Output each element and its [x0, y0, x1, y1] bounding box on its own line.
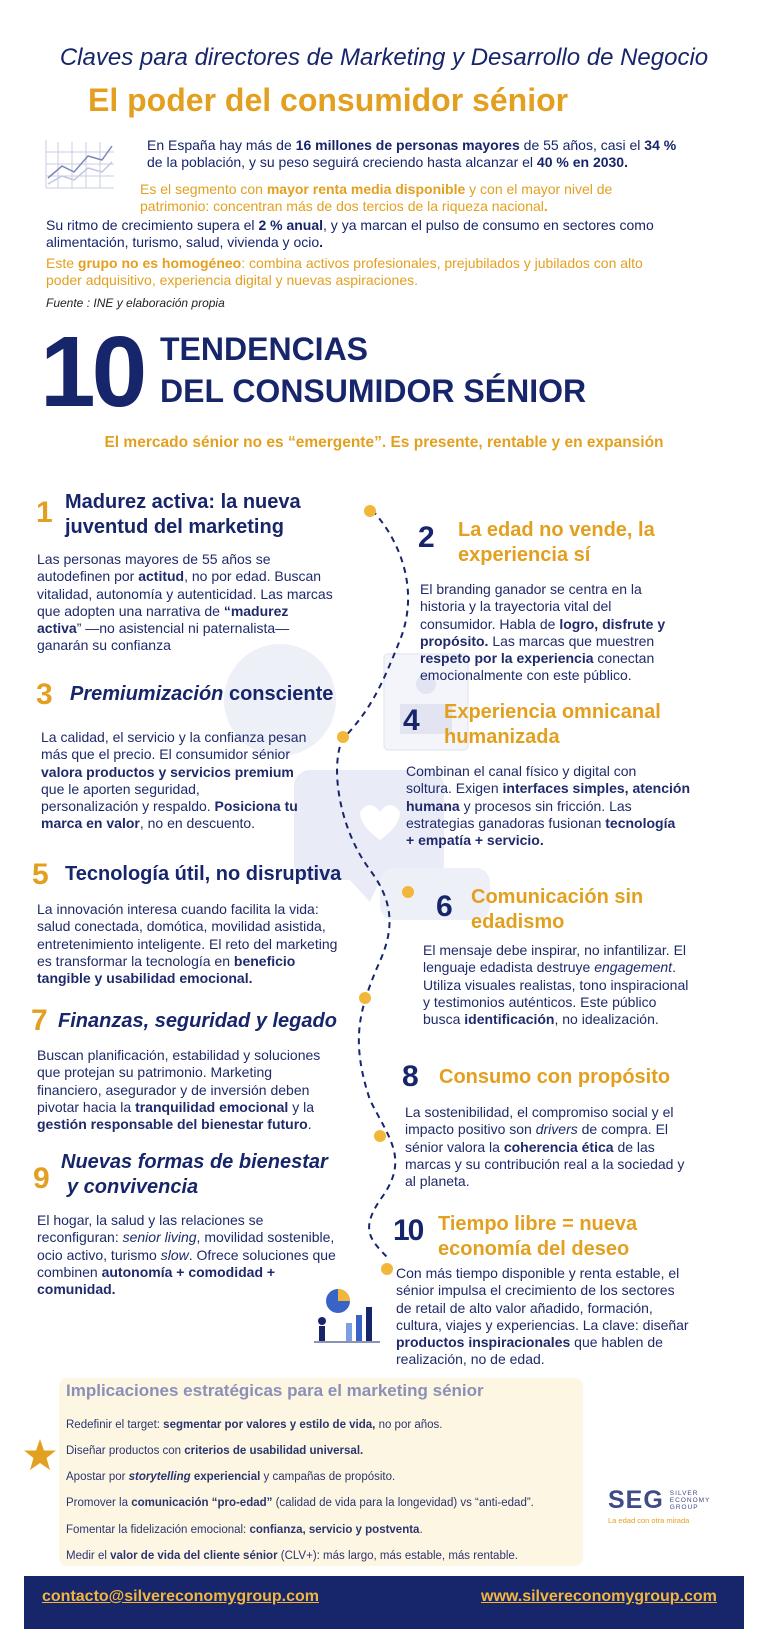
- trend-text: Las personas mayores de 55 años se autodefinen por actitud, no por edad. Buscan vitalidad, autonomía y autenticidad. Las marcas que adopten una narrativa de “madurez activa” —no asistencial ni paternalista— ganarán su confianza: [37, 551, 333, 654]
- business-chart-illustration: [312, 1285, 382, 1345]
- trend-text: Buscan planificación, estabilidad y soluciones que protejan su patrimonio. Marketing financiero, asegurador y de inversión deben pivotar hacia la tranquilidad emocional y la gestión responsable del bienestar futuro.: [37, 1047, 321, 1133]
- website-link[interactable]: www.silvereconomygroup.com: [481, 1588, 717, 1605]
- trend-number: 2: [418, 521, 435, 554]
- trend-number: 10: [393, 1214, 423, 1247]
- trend-text: La calidad, el servicio y la confianza pesan más que el precio. El consumidor sénior valora productos y servicios premium que le aporten seguridad, personalización y respaldo. Posiciona tu marca en valor, no en descuento.: [41, 729, 307, 832]
- trends-heading: TENDENCIAS DEL CONSUMIDOR SÉNIOR: [160, 331, 587, 409]
- implications-title: Implicaciones estratégicas para el marketing sénior: [66, 1381, 484, 1400]
- trend-title: Tecnología útil, no disruptiva: [65, 863, 342, 885]
- logo-wordmark: SILVER ECONOMY GROUP: [669, 1490, 711, 1511]
- trend-number: 8: [402, 1060, 419, 1093]
- timeline-dot: [364, 505, 376, 517]
- trend-title: Premiumización consciente: [70, 683, 334, 705]
- tagline: El mercado sénior no es “emergente”. Es presente, rentable y en expansión: [104, 434, 664, 451]
- trend-title: Comunicación sin edadismo: [471, 886, 644, 933]
- timeline-dot: [381, 1263, 393, 1275]
- implication-item: Diseñar productos con criterios de usabilidad universal.: [66, 1445, 364, 1457]
- logo-mark: SEG: [608, 1486, 664, 1514]
- trend-title: Consumo con propósito: [439, 1066, 671, 1088]
- trend-number: 4: [403, 704, 420, 737]
- trend-title: Finanzas, seguridad y legado: [58, 1010, 337, 1032]
- big-number-10: 10: [40, 316, 144, 428]
- company-logo: [608, 1486, 710, 1525]
- implication-item: Fomentar la fidelización emocional: confianza, servicio y postventa.: [66, 1524, 423, 1536]
- page-title: El poder del consumidor sénior: [88, 82, 569, 118]
- trend-title: Madurez activa: la nueva juventud del marketing: [65, 491, 301, 538]
- timeline-dot: [402, 886, 414, 898]
- trend-text: El mensaje debe inspirar, no infantilizar. El lenguaje edadista destruye engagement. Utiliza visuales realistas, tono inspiracional y testimonios auténticos. Este público busca identificación, no idealización.: [423, 942, 689, 1028]
- implication-item: Redefinir el target: segmentar por valores y estilo de vida, no por años.: [66, 1419, 443, 1431]
- trend-number: 1: [36, 496, 53, 529]
- intro-paragraph-3: Su ritmo de crecimiento supera el 2 % anual, y ya marcan el pulso de consumo en sectores como alimentación, turismo, salud, vivienda y ocio.: [46, 217, 654, 250]
- subtitle: Claves para directores de Marketing y Desarrollo de Negocio: [59, 44, 709, 71]
- logo-slogan: La edad con otra mirada: [608, 1516, 690, 1525]
- trend-number: 5: [32, 858, 49, 891]
- trend-number: 6: [436, 890, 453, 923]
- trend-number: 7: [31, 1004, 48, 1037]
- trend-number: 9: [33, 1162, 50, 1195]
- star-icon: [23, 1438, 57, 1472]
- email-link[interactable]: contacto@silvereconomygroup.com: [42, 1588, 319, 1605]
- intro-paragraph-2: Es el segmento con mayor renta media disponible y con el mayor nivel de patrimonio: concentran más de dos tercios de la riqueza nacional.: [140, 181, 613, 214]
- trend-text: Combinan el canal físico y digital con soltura. Exigen interfaces simples, atención humana y procesos sin fricción. Las estrategias ganadoras fusionan tecnología + empatía + servicio.: [406, 763, 691, 849]
- trend-text: El branding ganador se centra en la historia y la trayectoria vital del consumidor. Habla de logro, disfrute y propósito. Las marcas que muestren respeto por la experiencia conectan emocionalmente con este público.: [420, 581, 666, 684]
- line-chart-icon: [44, 138, 116, 192]
- trend-title: Tiempo libre = nueva economía del deseo: [438, 1213, 638, 1260]
- trend-title: Experiencia omnicanal humanizada: [444, 701, 661, 748]
- trend-text: La innovación interesa cuando facilita la vida: salud conectada, domótica, movilidad asistida, entretenimiento inteligente. El reto del marketing es transformar la tecnología en beneficio tangible y usabilidad emocional.: [37, 901, 338, 987]
- trend-text: La sostenibilidad, el compromiso social y el impacto positivo son drivers de compra. El sénior valora la coherencia ética de las marcas y su contribución real a la sociedad y al planeta.: [405, 1104, 685, 1190]
- implication-item: Medir el valor de vida del cliente sénior (CLV+): más largo, más estable, más rentable.: [66, 1550, 518, 1562]
- timeline-dot: [337, 731, 349, 743]
- implication-item: Apostar por storytelling experiencial y campañas de propósito.: [66, 1471, 396, 1483]
- trend-number: 3: [36, 678, 53, 711]
- intro-paragraph-4: Este grupo no es homogéneo: combina activos profesionales, prejubilados y jubilados con alto poder adquisitivo, experiencia digital y nuevas aspiraciones.: [46, 255, 643, 288]
- implication-item: Promover la comunicación “pro-edad” (calidad de vida para la longevidad) vs “anti-edad”.: [66, 1497, 534, 1509]
- trend-title: Nuevas formas de bienestar y convivencia: [61, 1151, 328, 1198]
- trend-text: El hogar, la salud y las relaciones se reconfiguran: senior living, movilidad sostenible, ocio activo, turismo slow. Ofrece soluciones que combinen autonomía + comodidad + comunidad.: [37, 1212, 336, 1298]
- timeline-dot: [374, 1130, 386, 1142]
- trend-text: Con más tiempo disponible y renta estable, el sénior impulsa el crecimiento de los sectores de retail de alto valor añadido, formación, cultura, viajes y experiencias. La clave: diseñar productos inspiracionales que hablen de realización, no de edad.: [396, 1265, 689, 1368]
- source-note: Fuente : INE y elaboración propia: [46, 296, 225, 310]
- timeline-dot: [359, 992, 371, 1004]
- intro-paragraph-1: En España hay más de 16 millones de personas mayores de 55 años, casi el 34 % de la población, y su peso seguirá creciendo hasta alcanzar el 40 % en 2030.: [147, 137, 677, 170]
- trend-title: La edad no vende, la experiencia sí: [458, 519, 655, 566]
